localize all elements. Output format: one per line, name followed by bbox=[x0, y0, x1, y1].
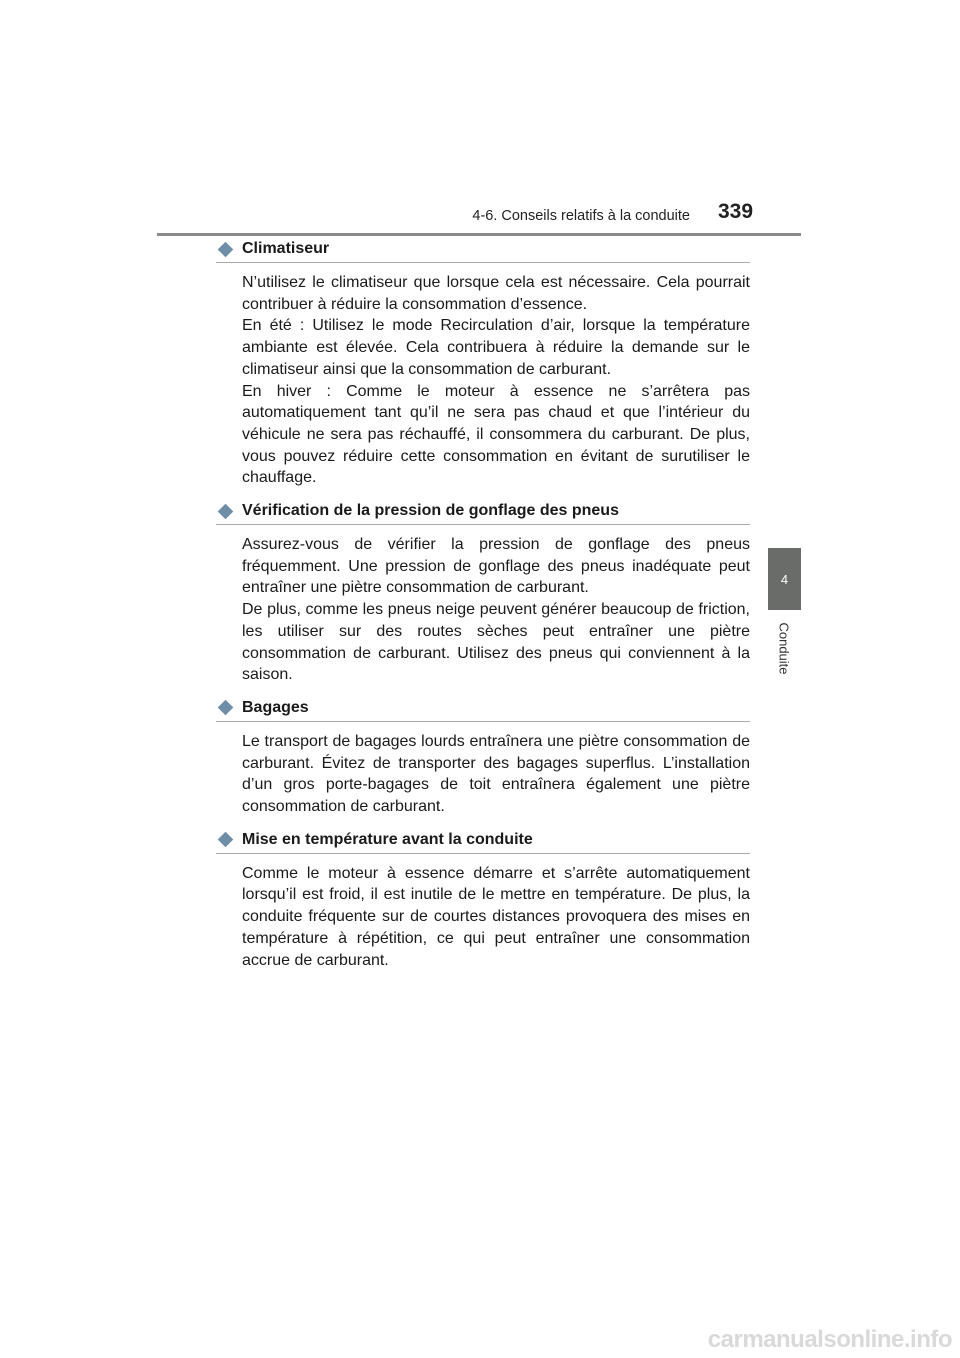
section-heading bbox=[216, 502, 750, 525]
chapter-label-container bbox=[760, 618, 808, 678]
section-heading bbox=[216, 831, 750, 854]
diamond-bullet-icon bbox=[218, 700, 234, 716]
paragraph: N’utilisez le climatiseur que lorsque cela est nécessaire. Cela pourrait contribuer à réduire la consommation d’essence. bbox=[242, 274, 750, 313]
section-climatiseur bbox=[216, 240, 750, 489]
chapter-label: Conduite bbox=[776, 621, 792, 675]
diamond-bullet-icon bbox=[218, 832, 234, 848]
paragraph: En hiver : Comme le moteur à essence ne s’arrêtera pas automatiquement tant qu’il ne sera pas chaud et que l’intérieur du véhicule ne sera pas réchauffé, il consommera du carburant. De plus, vous pouvez réduire cette consommation en évitant de surutiliser le chauffage. bbox=[242, 382, 750, 487]
section-title: 4-6. Conseils relatifs à la conduite bbox=[472, 208, 690, 224]
chapter-number: 4 bbox=[780, 571, 789, 587]
paragraph: Assurez-vous de vérifier la pression de gonflage des pneus fréquemment. Une pression de gonflage des pneus inadéquate peut entraîner une piètre consommation de carburant. bbox=[242, 536, 750, 597]
paragraph: De plus, comme les pneus neige peuvent générer beaucoup de friction, les utiliser sur des routes sèches peut entraîner une piètre consommation de carburant. Utilisez des pneus qui conviennent à la saison. bbox=[242, 601, 750, 684]
page-number: 339 bbox=[718, 200, 754, 223]
diamond-bullet-icon bbox=[218, 241, 234, 257]
section-mise-en-temperature bbox=[216, 831, 750, 972]
paragraph: Le transport de bagages lourds entraînera une piètre consommation de carburant. Évitez de transporter des bagages superflus. L’installation d’un gros porte-bagages de toit entraînera également une piètre consommation de carburant. bbox=[242, 732, 750, 816]
paragraph: Comme le moteur à essence démarre et s’arrête automatiquement lorsqu’il est froid, il est inutile de le mettre en température. De plus, la conduite fréquente sur de courtes distances provoquera des mises en température à répétition, ce qui peut entraîner une consommation accrue de carburant. bbox=[242, 864, 750, 969]
section-heading-text: Bagages bbox=[242, 698, 309, 716]
section-bagages bbox=[216, 699, 750, 818]
section-heading bbox=[216, 240, 750, 263]
paragraph: En été : Utilisez le mode Recirculation d’air, lorsque la température ambiante est élevée. Cela contribuera à réduire la demande sur le climatiseur ainsi que la consommation de carburant. bbox=[242, 317, 750, 378]
section-body bbox=[242, 863, 750, 972]
section-body bbox=[242, 731, 750, 818]
watermark: carmanualsonline.info bbox=[707, 1326, 952, 1353]
diamond-bullet-icon bbox=[218, 503, 234, 519]
section-heading-text: Vérification de la pression de gonflage des pneus bbox=[242, 502, 619, 520]
chapter-tab bbox=[768, 548, 801, 610]
section-heading-text: Climatiseur bbox=[242, 240, 330, 257]
section-heading-text: Mise en température avant la conduite bbox=[242, 830, 533, 848]
section-pression-pneus bbox=[216, 502, 750, 686]
section-body bbox=[242, 272, 750, 489]
page-content bbox=[216, 240, 750, 984]
section-heading bbox=[216, 699, 750, 722]
header-divider bbox=[157, 233, 801, 236]
section-body bbox=[242, 534, 750, 686]
